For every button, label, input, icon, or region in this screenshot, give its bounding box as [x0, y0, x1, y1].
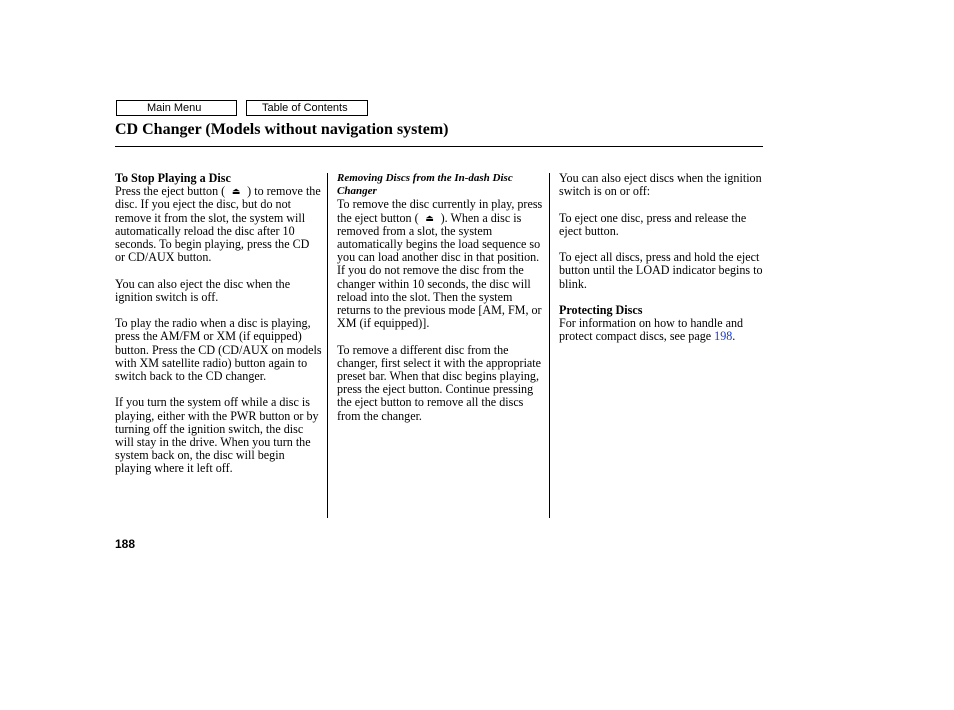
text: To remove the disc currently in play, press the eject button ( [337, 197, 543, 225]
paragraph: To play the radio when a disc is playing, press the AM/FM or XM (if equipped) button. Press the CD (CD/AUX on models with XM satellite radio) button again to switch back to the CD changer. [115, 316, 322, 384]
table-of-contents-button[interactable]: Table of Contents [246, 100, 368, 116]
paragraph: To eject all discs, press and hold the eject button until the LOAD indicator begins to blink. [559, 250, 763, 291]
column-divider [549, 173, 550, 518]
main-menu-button[interactable]: Main Menu [116, 100, 237, 116]
section-heading-stop-playing: To Stop Playing a Disc [115, 171, 231, 185]
paragraph [115, 185, 322, 264]
section-heading-removing-discs: Removing Discs from the In-dash Disc Changer [337, 172, 513, 198]
paragraph: If you turn the system off while a disc is playing, either with the PWR button or by turning off the ignition switch, the disc will stay in the drive. When you turn the system back on, the disc will begin playing where it left off. [115, 395, 319, 476]
paragraph [559, 317, 763, 343]
page-title: CD Changer (Models without navigation system) [115, 121, 449, 138]
text: For information on how to handle and protect compact discs, see page [559, 316, 744, 344]
text: ). When a disc is removed from a slot, the system automatically begins the load sequence so you can load another disc in that position. If you do not remove the disc from the changer within 10 seconds, the disc will reload into the slot. Then the system returns to the previous mode [AM, FM, or XM (if equipped)]. [337, 210, 542, 331]
paragraph [337, 198, 544, 330]
text: Press the eject button ( [115, 184, 226, 199]
column-3 [559, 172, 763, 357]
paragraph: To remove a different disc from the changer, first select it with the appropriate preset bar. When that disc begins playing, press the eject button. Continue pressing the eject button to remove all the discs from the changer. [337, 342, 542, 423]
paragraph: You can also eject discs when the ignition switch is on or off: [559, 171, 762, 199]
text: ) to remove the disc. If you eject the disc, but do not remove it from the slot, the system will automatically reload the disc after 10 seconds. To begin playing, press the CD or CD/AUX button. [115, 184, 321, 265]
column-divider [327, 173, 328, 518]
column-2 [337, 172, 544, 436]
page-link-198[interactable]: 198 [714, 329, 733, 344]
eject-icon: ⏏ [231, 186, 241, 197]
text: . [732, 329, 736, 344]
paragraph: To eject one disc, press and release the eject button. [559, 210, 747, 238]
paragraph: You can also eject the disc when the ignition switch is off. [115, 276, 291, 304]
column-1 [115, 172, 322, 489]
page-number: 188 [115, 537, 136, 551]
eject-icon: ⏏ [425, 212, 434, 223]
section-heading-protecting-discs: Protecting Discs [559, 302, 643, 317]
title-rule [115, 146, 763, 147]
